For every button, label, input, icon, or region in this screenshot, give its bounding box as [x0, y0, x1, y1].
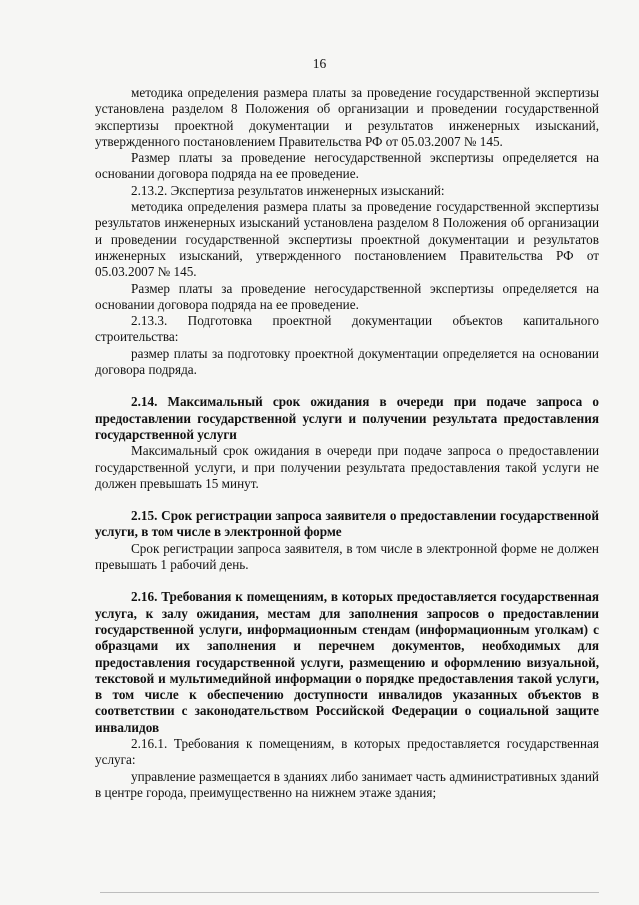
section-heading: 2.15. Срок регистрации запроса заявителя о предоставлении государственной услуги, в том числе в электронной форме — [95, 508, 599, 540]
paragraph: размер платы за подготовку проектной документации определяется на основании договора подряда. — [95, 345, 599, 378]
paragraph: управление размещается в зданиях либо занимает часть административных зданий в центре города, преимущественно на нижнем этаже здания; — [95, 768, 599, 800]
paragraph: методика определения размера платы за проведение государственной экспертизы результатов инженерных изысканий установлена разделом 8 Положения об организации и проведении государственной экспертизы проектной документации и результатов инженерных изысканий, утвержденного постановлением Правительства РФ от 05.03.2007 № 145. — [95, 199, 599, 280]
document-body — [95, 85, 599, 801]
subsection-heading: 2.13.2. Экспертиза результатов инженерных изысканий: — [131, 182, 445, 198]
paragraph: Размер платы за проведение негосударственной экспертизы определяется на основании договора подряда на ее проведение. — [95, 150, 599, 182]
page-number: 16 — [312, 56, 327, 71]
section-heading: 2.14. Максимальный срок ожидания в очереди при подаче запроса о предоставлении государственной услуги и получении результата предоставления государственной услуги — [95, 394, 599, 442]
paragraph: Размер платы за проведение негосударственной экспертизы определяется на основании договора подряда на ее проведение. — [95, 280, 599, 312]
subsection-heading: 2.16.1. Требования к помещениям, в которых предоставляется государственная услуга: — [95, 735, 599, 768]
paragraph: Срок регистрации запроса заявителя, в том числе в электронной форме не должен превышать 1 рабочий день. — [95, 540, 599, 573]
paragraph: методика определения размера платы за проведение государственной экспертизы установлена разделом 8 Положения об организации и проведении государственной экспертизы проектной документации и результатов инженерных изысканий, утвержденного постановлением Правительства РФ от 05.03.2007 № 145. — [95, 85, 599, 149]
scan-edge-line — [100, 892, 599, 893]
section-heading: 2.16. Требования к помещениям, в которых предоставляется государственная услуга, к залу ожидания, местам для заполнения запросов о предоставлении государственной услуги, информационным стендам (информационным уголкам) с образцами их заполнения и перечнем документов, необходимых для предоставления государственной услуги, размещению и оформлению визуальной, текстовой и мультимедийной информации о порядке предоставления такой услуги, в том числе к обеспечению доступности инвалидов указанных объектов в соответствии с законодательством Российской Федерации о социальной защите инвалидов — [95, 589, 599, 735]
paragraph: Максимальный срок ожидания в очереди при подаче запроса о предоставлении государственной услуги, и при получении результата предоставления такой услуги не должен превышать 15 минут. — [95, 443, 599, 491]
subsection-heading: 2.13.3. Подготовка проектной документации объектов капитального строительства: — [95, 313, 599, 345]
